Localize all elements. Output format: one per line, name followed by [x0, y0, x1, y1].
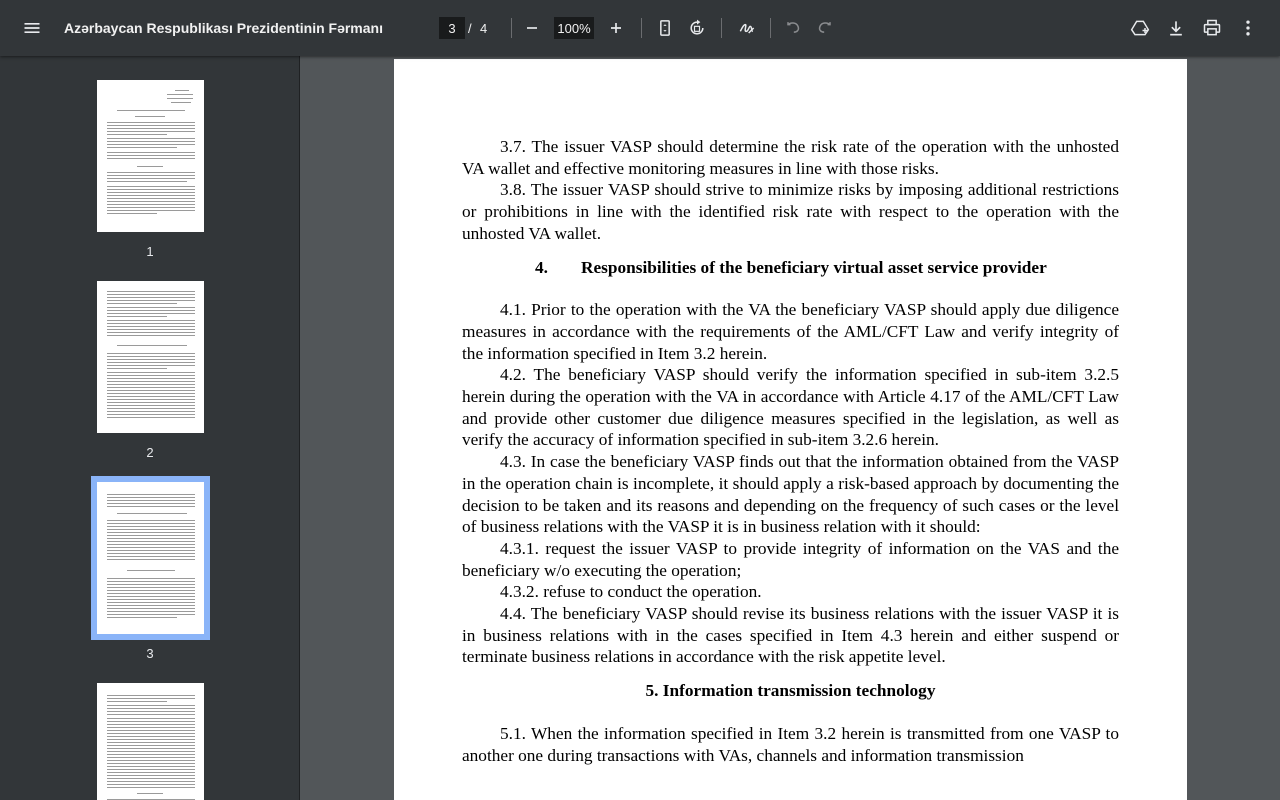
page-thumbnail-4[interactable]: [97, 683, 204, 800]
menu-icon[interactable]: [16, 12, 48, 44]
save-to-drive-button[interactable]: [1124, 12, 1156, 44]
fit-page-icon: [655, 18, 675, 38]
document-title: Azərbaycan Respublikası Prezidentinin Fərmanı: [64, 20, 383, 36]
drive-icon: [1130, 18, 1150, 38]
divider: [721, 18, 722, 38]
divider: [770, 18, 771, 38]
paragraph-4-3: 4.3. In case the beneficiary VASP finds out that the information obtained from the VASP in the operation chain is incomplete, it should apply a risk-based approach by documenting the decision to be taken and its reasons and depending on the frequency of such cases or the level of business relations with the VASP it is in business relation with it should:: [462, 452, 1119, 537]
minus-icon: [522, 18, 542, 38]
download-button[interactable]: [1160, 12, 1192, 44]
zoom-in-button[interactable]: [600, 12, 632, 44]
page-content: [462, 136, 1119, 766]
divider: [641, 18, 642, 38]
thumbnail-label: 3: [146, 646, 154, 661]
paragraph-4-4: 4.4. The beneficiary VASP should revise its business relations with the issuer VASP it is in business relations with in the cases specified in Item 4.3 herein and either suspend or terminate business relations in accordance with the risk appetite level.: [462, 604, 1119, 667]
plus-icon: [606, 18, 626, 38]
paragraph-4-3-2: 4.3.2. refuse to conduct the operation.: [500, 582, 762, 602]
page-thumbnail-3[interactable]: [97, 482, 204, 634]
rotate-icon: [687, 18, 707, 38]
document-page: [394, 59, 1187, 800]
annotate-button[interactable]: [731, 12, 763, 44]
zoom-level-input[interactable]: 100%: [554, 17, 594, 39]
download-icon: [1166, 18, 1186, 38]
page-thumbnail-1[interactable]: [97, 80, 204, 232]
divider: [511, 18, 512, 38]
paragraph-4-2: 4.2. The beneficiary VASP should verify the information specified in sub-item 3.2.5 herein during the operation with the VA in accordance with Article 4.17 of the AML/CFT Law and provide other customer due diligence measures specified in the legislation, as well as verify the accuracy of information specified in sub-item 3.2.6 herein.: [462, 365, 1119, 450]
more-options-icon[interactable]: [1232, 12, 1264, 44]
redo-button[interactable]: [809, 12, 841, 44]
rotate-button[interactable]: [681, 12, 713, 44]
thumbnail-label: 2: [146, 445, 154, 460]
print-icon: [1202, 18, 1222, 38]
page-thumbnail-2[interactable]: [97, 281, 204, 433]
thumbnail-label: 1: [146, 244, 154, 259]
draw-icon: [737, 18, 757, 38]
total-pages: 4: [480, 20, 488, 36]
paragraph-3-7: 3.7. The issuer VASP should determine the risk rate of the operation with the unhosted VA wallet and effective monitoring measures in line with those risks.: [462, 137, 1119, 178]
zoom-out-button[interactable]: [516, 12, 548, 44]
paragraph-4-3-1: 4.3.1. request the issuer VASP to provide integrity of information on the VAS and the beneficiary w/o executing the operation;: [462, 538, 1119, 580]
paragraph-3-8: 3.8. The issuer VASP should strive to minimize risks by imposing additional restrictions or prohibitions in line with the identified risk rate with respect to the operation with the unhosted VA wallet.: [462, 180, 1119, 243]
undo-icon: [783, 18, 803, 38]
paragraph-4-1: 4.1. Prior to the operation with the VA the beneficiary VASP should apply due diligence measures in accordance with the requirements of the AML/CFT Law and verify integrity of the information specified in Item 3.2 herein.: [462, 300, 1119, 363]
thumbnail-sidebar: [0, 56, 300, 800]
paragraph-5-1: 5.1. When the information specified in Item 3.2 herein is transmitted from one VASP to another one during transactions with VAs, channels and information transmission: [462, 723, 1119, 765]
document-viewer[interactable]: [301, 56, 1280, 800]
page-separator: /: [468, 20, 472, 36]
print-button[interactable]: [1196, 12, 1228, 44]
section-heading-4: 4. Responsibilities of the beneficiary virtual asset service provider: [535, 257, 1047, 277]
pdf-toolbar: [0, 0, 1280, 56]
fit-page-button[interactable]: [649, 12, 681, 44]
section-heading-5: 5. Information transmission technology: [645, 681, 936, 701]
undo-button[interactable]: [777, 12, 809, 44]
redo-icon: [815, 18, 835, 38]
page-number-input[interactable]: 3: [439, 17, 465, 39]
